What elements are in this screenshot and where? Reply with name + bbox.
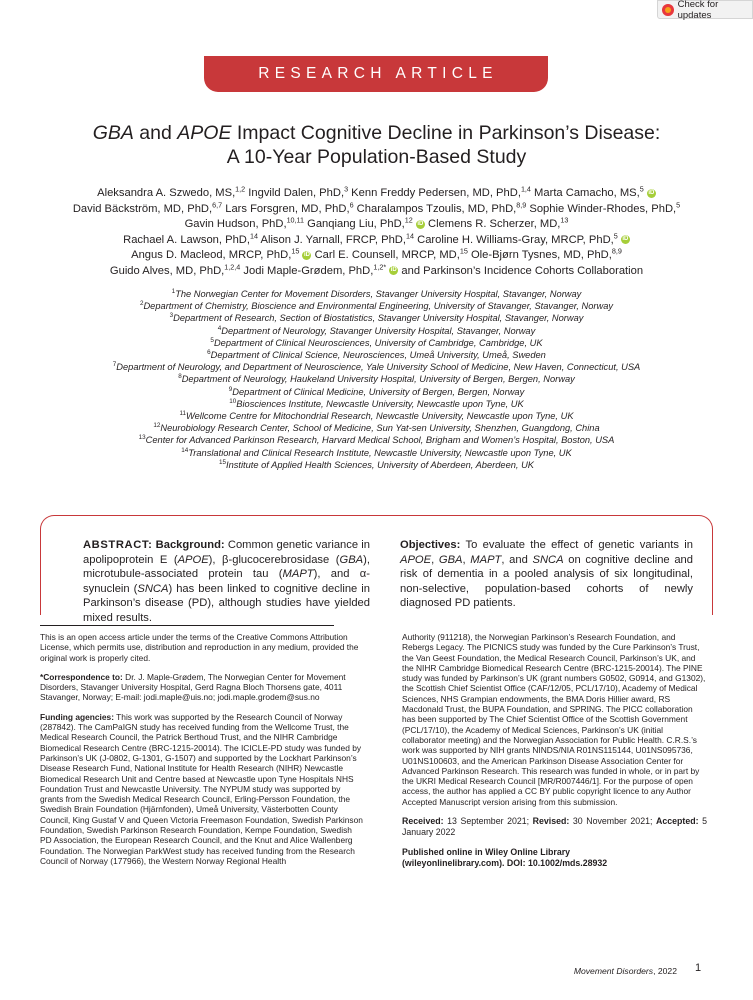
author-entry bbox=[131, 246, 311, 261]
abstract-objectives bbox=[400, 538, 693, 611]
author-name: Ole-Bjørn Tysnes, MD, PhD, bbox=[470, 249, 612, 261]
right-footnote-column bbox=[402, 632, 707, 878]
author-affiliation-ref: 1,2* bbox=[373, 261, 387, 271]
author-entry bbox=[428, 215, 569, 230]
affiliation-item bbox=[30, 300, 723, 312]
objectives-text: To evaluate the effect of genetic variants in bbox=[460, 539, 693, 551]
author-entry bbox=[123, 230, 258, 246]
affiliation-text: Neurobiology Research Center, School of Medicine, Sun Yat-sen University, Shenzhen, Guangdong, China bbox=[160, 423, 600, 434]
affiliation-item bbox=[30, 361, 723, 373]
background-gene: APOE bbox=[177, 553, 209, 566]
revised-date: 30 November 2021; bbox=[569, 816, 656, 827]
author-affiliation-ref: 1,2 bbox=[235, 184, 246, 194]
affiliation-text: Institute of Applied Health Sciences, University of Aberdeen, Aberdeen, UK bbox=[226, 459, 534, 470]
author-name: Alison J. Yarnall, FRCP, PhD, bbox=[260, 233, 406, 246]
correspondence-note bbox=[40, 672, 365, 703]
background-text: ), microtubule-associated protein tau ( bbox=[83, 553, 370, 580]
background-gene: GBA bbox=[339, 553, 364, 566]
author-name: Gavin Hudson, PhD, bbox=[184, 218, 287, 230]
author-affiliation-ref: 10,11 bbox=[286, 215, 305, 225]
affiliation-number: 7 bbox=[112, 361, 117, 369]
author-entry bbox=[225, 199, 354, 215]
article-type-banner: RESEARCH ARTICLE bbox=[204, 56, 548, 92]
affiliation-number: 4 bbox=[217, 324, 222, 332]
author-affiliation-ref: 13 bbox=[560, 215, 569, 225]
affiliation-item bbox=[30, 398, 723, 410]
title-gene-gba: GBA bbox=[92, 122, 134, 144]
crossmark-icon bbox=[662, 4, 674, 16]
affiliation-number: 9 bbox=[228, 385, 233, 393]
affiliation-text: Department of Clinical Science, Neurosciences, Umeå University, Umeå, Sweden bbox=[210, 350, 546, 361]
affiliation-text: Department of Neurology, Haukeland University Hospital, University of Bergen, Bergen, Norway bbox=[181, 374, 575, 385]
affiliation-item bbox=[30, 349, 723, 361]
author-name: Clemens R. Scherzer, MD, bbox=[428, 218, 561, 230]
orcid-icon[interactable]: iD bbox=[622, 236, 629, 243]
author-affiliation-ref: 8,9 bbox=[611, 246, 622, 256]
check-for-updates-label: Check for updates bbox=[677, 0, 719, 21]
affiliation-item bbox=[30, 325, 723, 337]
affiliation-text: The Norwegian Center for Movement Disorders, Stavanger University Hospital, Stavanger, Norway bbox=[175, 289, 582, 299]
author-name: Sophie Winder-Rhodes, PhD, bbox=[529, 202, 677, 215]
objectives-gene: MAPT bbox=[470, 553, 502, 566]
affiliation-text: Department of Clinical Neurosciences, University of Cambridge, Cambridge, UK bbox=[213, 337, 543, 348]
author-entry bbox=[184, 215, 305, 230]
author-affiliation-ref: 8,9 bbox=[516, 199, 527, 209]
author-affiliation-ref: 6 bbox=[349, 199, 354, 209]
affiliation-number: 12 bbox=[153, 422, 161, 430]
abstract-background bbox=[83, 538, 370, 625]
accepted-date: 5 January 2022 bbox=[402, 816, 707, 838]
author-affiliation-ref: 5 bbox=[639, 184, 644, 194]
author-entry bbox=[351, 184, 531, 199]
affiliation-number: 5 bbox=[210, 336, 214, 344]
correspondence-heading: *Correspondence to: bbox=[40, 671, 123, 682]
funding-text: This work was supported by the Research Council of Norway (287842). The CamPaIGN study has received funding from the Wellcome Trust, the Medical Research Council, the Patrick Berthoud Trust, and the NIHR Cambridge Biomedical Research Centre (BRC-1215-20014). The ICICLE-PD study was funded by Parkinson’s UK (J-0802, G-1301, G-1507) and supported by the Lockhart Parkinson’s Disease Research Fund, National Institute for Health Research (NIHR) Newcastle Biomedical Research Unit and Centre based at Newcastle upon Tyne Hospitals NHS Foundation Trust and Newcastle University. The NYPUM study was supported by grants from the Swedish Medical Research Council, Erling-Persson Foundation, the Swedish Brain Foundation (Hjärnfonden), Umeå University, Västerbotten County Council, King Gustaf V and Queen Victoria Freemason Foundation, Swedish Parkinson Foundation, Swedish Parkinson Research Foundation, Kempe Foundation, Swedish PD Association, the European Research Council, and the Knut and Alice Wallenberg Foundation. The Norwegian ParkWest study has received funding from the Research Council of Norway (177966), the Western Norway Regional Health bbox=[40, 711, 363, 866]
affiliation-number: 3 bbox=[169, 312, 174, 320]
author-entry bbox=[260, 230, 415, 246]
published-line1: Published online in Wiley Online Library bbox=[402, 847, 571, 858]
affiliation-text: Department of Neurology, and Department of Neuroscience, Yale University School of Medicine, New Haven, Connecticut, USA bbox=[116, 362, 641, 373]
affiliation-number: 2 bbox=[139, 300, 144, 308]
author-name: and Parkinson’s Incidence Cohorts Collaboration bbox=[401, 264, 644, 277]
author-affiliation-ref: 6,7 bbox=[212, 199, 223, 209]
affiliation-item bbox=[30, 434, 723, 446]
footnote-rule bbox=[40, 625, 334, 626]
background-heading: Background: bbox=[155, 539, 225, 551]
published-note bbox=[402, 847, 707, 869]
license-note: This is an open access article under the terms of the Creative Commons Attribution License, which permits use, distribution and reproduction in any medium, provided the original work is properly cited. bbox=[40, 632, 359, 663]
objectives-text: , bbox=[431, 553, 439, 566]
journal-footer bbox=[537, 966, 677, 976]
affiliation-text: Biosciences Institute, Newcastle University, Newcastle upon Tyne, UK bbox=[236, 398, 524, 409]
background-text: ), β-glucocerebrosidase ( bbox=[208, 553, 340, 566]
author-affiliation-ref: 3 bbox=[344, 184, 349, 194]
objectives-text: , bbox=[462, 553, 471, 566]
author-entry bbox=[72, 199, 223, 215]
background-text: Common genetic variance in apolipoprotein E ( bbox=[83, 539, 371, 566]
orcid-icon[interactable]: iD bbox=[648, 189, 655, 196]
affiliation-text: Wellcome Centre for Mitochondrial Research, Newcastle University, Newcastle upon Tyne, UK bbox=[186, 411, 574, 422]
affiliation-number: 13 bbox=[138, 434, 146, 442]
author-entry bbox=[97, 184, 246, 199]
affiliation-text: Department of Clinical Medicine, University of Bergen, Bergen, Norway bbox=[232, 386, 525, 397]
article-title bbox=[60, 121, 693, 169]
title-line1-rest: Impact Cognitive Decline in Parkinson’s Disease: bbox=[231, 122, 661, 144]
author-name: Marta Camacho, MS, bbox=[534, 187, 640, 199]
author-entry bbox=[417, 230, 630, 246]
affiliation-text: Translational and Clinical Research Institute, Newcastle University, Newcastle upon Tyne, UK bbox=[188, 447, 572, 458]
author-entry bbox=[314, 246, 468, 261]
background-text bbox=[83, 539, 370, 624]
objectives-gene: SNCA bbox=[532, 553, 564, 566]
author-name: Guido Alves, MD, PhD, bbox=[109, 264, 225, 277]
correspondence-text: Dr. J. Maple-Grødem, The Norwegian Center for Movement Disorders, Stavanger University Hospital, Gerd Ragna Bloch Thorsens gate, 4011 Stavanger, Norway; E-mail: jodi.maple@uis.no; jodi.maple.grodem@sus.no bbox=[40, 671, 346, 703]
page-number: 1 bbox=[695, 962, 702, 974]
funding-note bbox=[40, 712, 365, 866]
affiliation-item bbox=[30, 312, 723, 324]
author-name: David Bäckström, MD, PhD, bbox=[72, 202, 213, 215]
author-entry bbox=[401, 265, 643, 277]
background-text: ), and α-synuclein ( bbox=[83, 568, 370, 595]
title-gene-apoe: APOE bbox=[177, 122, 232, 144]
objectives-gene: APOE bbox=[400, 553, 432, 566]
author-name: Carl E. Counsell, MRCP, MD, bbox=[314, 249, 460, 261]
affiliation-number: 14 bbox=[181, 446, 189, 454]
affiliation-number: 1 bbox=[171, 287, 176, 295]
author-name: Charalampos Tzoulis, MD, PhD, bbox=[356, 202, 517, 215]
revised-heading: Revised: bbox=[532, 816, 570, 827]
author-entry bbox=[307, 215, 425, 230]
affiliation-item bbox=[30, 459, 723, 471]
dates-note bbox=[402, 816, 707, 838]
author-affiliation-ref: 15 bbox=[459, 246, 468, 256]
author-name: Aleksandra A. Szwedo, MS, bbox=[97, 187, 236, 199]
affiliation-number: 15 bbox=[218, 458, 226, 466]
affiliation-item bbox=[30, 373, 723, 385]
affiliation-text: Department of Research, Section of Biostatistics, Stavanger University Hospital, Stavanger, Norway bbox=[173, 313, 584, 324]
author-entry bbox=[248, 184, 349, 199]
affiliation-list bbox=[30, 288, 723, 471]
background-gene: MAPT bbox=[282, 568, 314, 580]
orcid-icon[interactable]: iD bbox=[303, 251, 310, 258]
left-footnote-column bbox=[40, 632, 365, 875]
author-name: Jodi Maple-Grødem, PhD, bbox=[243, 264, 374, 277]
background-text: ) has been linked to cognitive decline in Parkinson’s disease (PD), although studies have yielded mixed results. bbox=[83, 582, 370, 624]
affiliation-item bbox=[30, 422, 723, 434]
title-line2: A 10-Year Population-Based Study bbox=[226, 146, 527, 168]
affiliation-text: Center for Advanced Parkinson Research, Harvard Medical School, Brigham and Women’s Hospital, Boston, USA bbox=[145, 435, 615, 446]
orcid-icon[interactable]: iD bbox=[390, 267, 397, 274]
background-gene: SNCA bbox=[137, 582, 169, 595]
affiliation-item bbox=[30, 337, 723, 349]
accepted-heading: Accepted: bbox=[656, 816, 699, 827]
funding-continued: Authority (911218), the Norwegian Parkinson’s Research Foundation, and Rebergs Legacy. The PICNICS study was funded by the Cure Parkinson’s Trust, the Van Geest Foundation, the Medical Research Council, Parkinson’s UK, and the NIHR Cambridge Biomedical Research Centre (BRC-1215-20014). The PINE study was funded by Parkinson’s UK (grant numbers G0502, G0914, and G1302), the Scottish Chief Scientist Office (CAF/12/05, PCL/17/10), Academy of Medical Sciences, NHS Grampian endowments, the BMA Doris Hillier award, RS Macdonald Trust, the BUPA Foundation, and SPRING. The PICC collaboration has been supported by The Chief Scientist Office of the Scottish Government (PCL/17/10), the Academy of Medical Sciences, Parkinson’s UK (initial collaborator meeting) and the Norwegian Association for Public Health. C.R.S.’s work was supported by NIH grants NINDS/NIA R01NS115144, U01NS095736, U01NS100603, and the American Parkinson Disease Association Center for Advanced Parkinson Research. This research was funded in whole, or in part by the UKRI Medical Research Council [MR/R007446/1]. For the purpose of open access, the author has applied a CC BY public copyright licence to any Author Accepted Manuscript version arising from this submission. bbox=[402, 632, 706, 807]
affiliation-item bbox=[30, 410, 723, 422]
affiliation-text: Department of Chemistry, Bioscience and Environmental Engineering, University of Stavanger, Stavanger, Norway bbox=[143, 301, 614, 312]
funding-heading: Funding agencies: bbox=[40, 711, 114, 722]
author-affiliation-ref: 12 bbox=[404, 215, 413, 225]
affiliation-number: 6 bbox=[207, 348, 211, 356]
author-name: Rachael A. Lawson, PhD, bbox=[123, 233, 250, 246]
author-list bbox=[30, 186, 723, 279]
author-affiliation-ref: 15 bbox=[291, 246, 300, 256]
author-name: Ingvild Dalen, PhD, bbox=[248, 187, 345, 199]
author-affiliation-ref: 14 bbox=[406, 230, 414, 240]
received-date: 13 September 2021; bbox=[443, 816, 533, 827]
author-name: Kenn Freddy Pedersen, MD, PhD, bbox=[351, 187, 521, 199]
affiliation-item bbox=[30, 288, 723, 300]
affiliation-text: Department of Neurology, Stavanger University Hospital, Stavanger, Norway bbox=[221, 325, 536, 336]
affiliation-number: 11 bbox=[179, 409, 186, 417]
received-heading: Received: bbox=[402, 816, 444, 827]
affiliation-item bbox=[30, 447, 723, 459]
author-affiliation-ref: 14 bbox=[250, 230, 258, 240]
title-and: and bbox=[133, 122, 178, 144]
author-entry bbox=[356, 199, 527, 215]
author-name: Ganqiang Liu, PhD, bbox=[307, 218, 405, 230]
objectives-text: on cognitive decline and risk of dementia in a pooled analysis of six longitudinal, non-selective, population-based cohorts of newly diagnosed PD patients. bbox=[400, 553, 693, 609]
author-entry bbox=[534, 184, 656, 199]
objectives-heading: Objectives: bbox=[400, 539, 461, 551]
affiliation-item bbox=[30, 386, 723, 398]
abstract-label: ABSTRACT: bbox=[83, 539, 153, 551]
author-affiliation-ref: 1,4 bbox=[520, 184, 531, 194]
affiliation-number: 10 bbox=[229, 397, 237, 405]
affiliation-number: 8 bbox=[178, 373, 182, 381]
author-entry bbox=[109, 261, 241, 277]
author-entry bbox=[243, 261, 398, 277]
journal-name: Movement Disorders bbox=[573, 966, 654, 976]
author-affiliation-ref: 5 bbox=[676, 199, 681, 209]
check-for-updates-button[interactable] bbox=[657, 0, 753, 19]
author-name: Lars Forsgren, MD, PhD, bbox=[225, 202, 350, 215]
objectives-gene: GBA bbox=[438, 553, 463, 566]
author-name: Angus D. Macleod, MRCP, PhD, bbox=[131, 249, 292, 261]
objectives-text: , and bbox=[501, 553, 533, 566]
author-affiliation-ref: 5 bbox=[613, 230, 618, 240]
doi-link[interactable]: (wileyonlinelibrary.com). DOI: 10.1002/mds.28932 bbox=[402, 858, 608, 869]
author-entry bbox=[529, 199, 681, 215]
author-name: Caroline H. Williams-Gray, MRCP, PhD, bbox=[417, 233, 614, 246]
journal-year: , 2022 bbox=[653, 966, 677, 976]
author-affiliation-ref: 1,2,4 bbox=[224, 261, 241, 271]
author-entry bbox=[470, 246, 622, 261]
orcid-icon[interactable]: iD bbox=[417, 220, 424, 227]
